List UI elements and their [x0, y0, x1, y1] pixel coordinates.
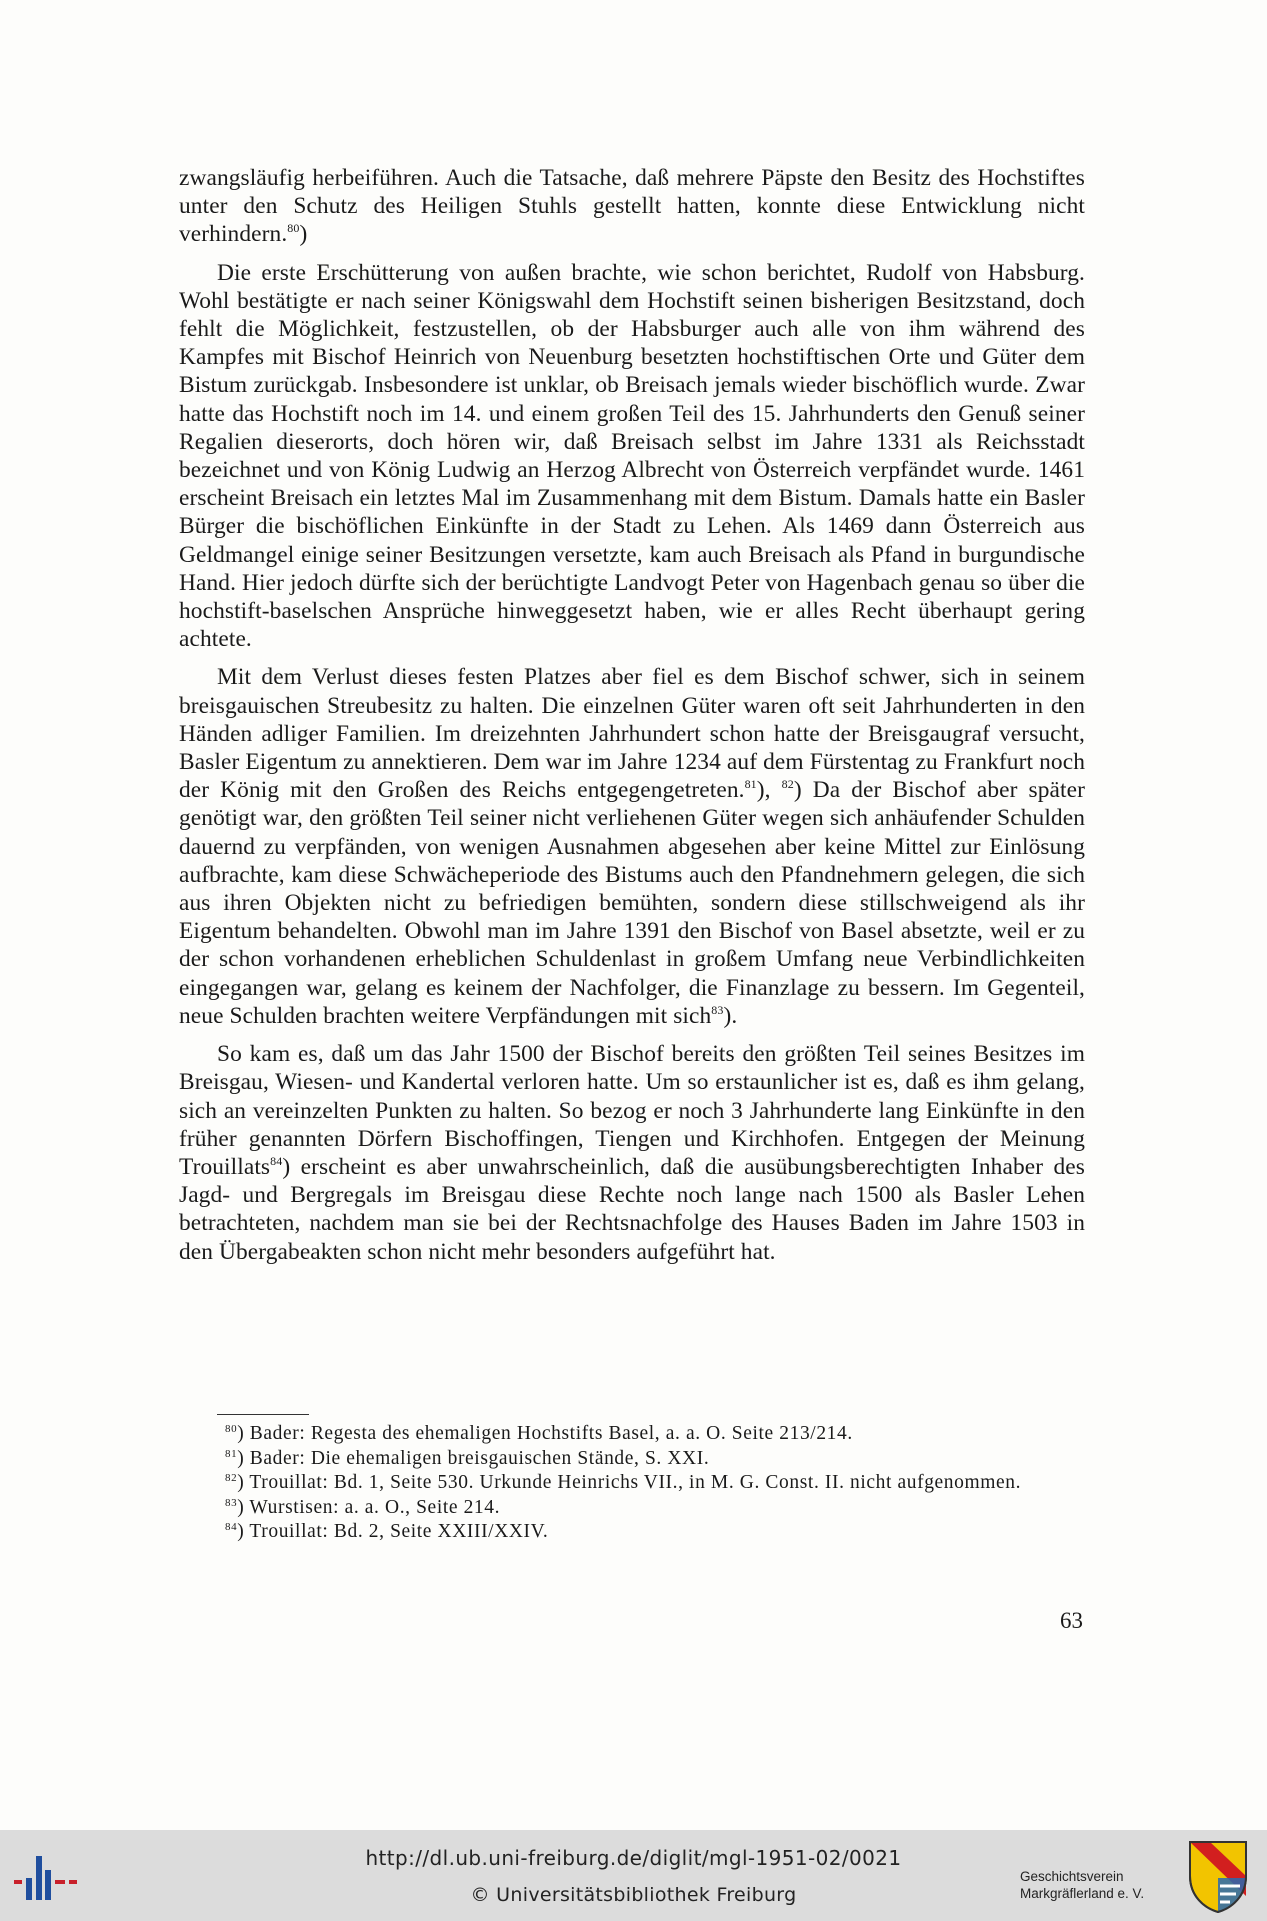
- footnote-ref[interactable]: 83: [711, 1002, 724, 1017]
- paragraph-text: zwangsläufig herbeiführen. Auch die Tatsache, daß mehrere Päpste den Besitz des Hochstiftes unter den Schutz des Heiligen Stuhls gestellt hatten, konnte diese Entwicklung nicht verhindern.: [179, 165, 1085, 248]
- footnote-80: [179, 1422, 1085, 1447]
- footnote-text: ) Wurstisen: a. a. O., Seite 214.: [237, 1496, 501, 1518]
- footnote-83: [179, 1496, 1085, 1521]
- coat-of-arms-icon[interactable]: [1186, 1838, 1250, 1914]
- paragraph-text: ): [299, 221, 308, 248]
- footnote-number: 80: [225, 1423, 238, 1435]
- paragraph-text: ) Da der Bischof aber später genötigt war, den größten Teil seiner nicht verliehenen Güter wegen sich anhäufender Schulden dauernd zu verpfänden, von wenigen Ausnahmen abgesehen aber keine Mittel zur Einlösung aufbrachte, kam diese Schwächeperiode des Bistums auch den Pfandnehmern gelegen, die sich aus ihren Objekten nicht zu befriedigen bemühten, sondern diese stillschweigend als ihr Eigentum behandelten. Obwohl man im Jahre 1391 den Bischof von Basel absetzte, weil er zu der schon vorhandenen erheblichen Schuldenlast in großem Umfang neue Verbindlichkeiten eingegangen war, gelang es keinem der Nachfolger, die Finanzlage zu bessern. Im Gegenteil, neue Schulden brachten weitere Verpfändungen mit sich: [179, 777, 1085, 1029]
- copyright-text: © Universitätsbibliothek Freiburg: [470, 1884, 797, 1906]
- organization-line-2: Markgräflerland e. V.: [1020, 1886, 1145, 1901]
- footnote-text: ) Bader: Die ehemaligen breisgauischen Stände, S. XXI.: [237, 1447, 710, 1469]
- footnote-number: 82: [225, 1472, 238, 1484]
- footnote-ref[interactable]: 81: [744, 777, 757, 792]
- footnote-ref[interactable]: 84: [270, 1153, 283, 1168]
- paragraph-4: [179, 1040, 1085, 1266]
- paragraph-text: ) erscheint es aber unwahrscheinlich, daß die ausübungsberechtigten Inhaber des Jagd- und Bergregals im Breisgau diese Rechte noch lange nach 1500 als Basler Lehen betrachteten, nachdem man sie bei der Rechtsnachfolge des Hauses Baden im Jahre 1503 in den Übergabeakten schon nicht mehr besonders aufgeführt hat.: [179, 1153, 1085, 1265]
- footnote-number: 84: [225, 1521, 238, 1533]
- footnote-divider: [217, 1414, 309, 1415]
- footnote-82: [179, 1471, 1085, 1496]
- paragraph-text: Mit dem Verlust dieses festen Platzes aber fiel es dem Bischof schwer, sich in seinem breisgauischen Streubesitz zu halten. Die einzelnen Güter waren oft seit Jahrhunderten in den Händen adliger Familien. Im dreizehnten Jahrhundert schon hatte der Breisgaugraf versucht, Basler Eigentum zu annektieren. Dem war im Jahre 1234 auf dem Fürstentag zu Frankfurt noch der König mit den Großen des Reichs entgegengetreten.: [179, 664, 1085, 804]
- page-number: 63: [1060, 1608, 1083, 1633]
- paragraph-text: So kam es, daß um das Jahr 1500 der Bischof bereits den größten Teil seines Besitzes im Breisgau, Wiesen- und Kandertal verloren hatte. Um so erstaunlicher ist es, daß es ihm gelang, sich an vereinzelten Punkten zu halten. So bezog er noch 3 Jahrhunderte lang Einkünfte in den früher genannten Dörfern Bischoffingen, Tiengen und Kirchhofen. Entgegen der Meinung Trouillats: [179, 1041, 1085, 1180]
- footnote-81: [179, 1447, 1085, 1472]
- footnote-text: ) Trouillat: Bd. 1, Seite 530. Urkunde Heinrichs VII., in M. G. Const. II. nicht aufgenommen.: [237, 1472, 1022, 1493]
- footnotes: [179, 1422, 1085, 1545]
- footnote-number: 81: [225, 1447, 238, 1460]
- footnote-number: 83: [225, 1496, 238, 1509]
- footnote-ref[interactable]: 82: [781, 777, 794, 792]
- document-url-link[interactable]: http://dl.ub.uni-freiburg.de/diglit/mgl-1951-02/0021: [365, 1846, 902, 1870]
- footnote-84: [179, 1520, 1085, 1545]
- footnote-text: ) Trouillat: Bd. 2, Seite XXIII/XXIV.: [237, 1521, 549, 1542]
- footnote-ref[interactable]: 80: [287, 221, 300, 236]
- paragraph-1: [179, 164, 1085, 249]
- paragraph-2: [179, 259, 1085, 654]
- footnote-text: ) Bader: Regesta des ehemaligen Hochstifts Basel, a. a. O. Seite 213/214.: [237, 1423, 853, 1444]
- paragraph-text: Die erste Erschütterung von außen brachte, wie schon berichtet, Rudolf von Habsburg. Wohl bestätigte er nach seiner Königswahl dem Hochstift seinen bisherigen Besitzstand, doch fehlt die Möglichkeit, festzustellen, ob der Habsburger auch alle von ihm während des Kampfes mit Bischof Heinrich von Neuenburg besetzten hochstiftischen Orte und Güter dem Bistum zurückgab. Insbesondere ist unklar, ob Breisach jemals wieder bischöflich wurde. Zwar hatte das Hochstift noch im 14. und einem großen Teil des 15. Jahrhunderts den Genuß seiner Regalien dieserorts, doch hören wir, daß Breisach selbst im Jahre 1331 als Reichsstadt bezeichnet und von König Ludwig an Herzog Albrecht von Österreich verpfändet wurde. 1461 erscheint Breisach ein letztes Mal im Zusammenhang mit dem Bistum. Damals hatte ein Basler Bürger die bischöflichen Einkünfte in der Stadt zu Lehen. Als 1469 dann Österreich aus Geldmangel einige seiner Besitzungen versetzte, kam auch Breisach als Pfand in burgundische Hand. Hier jedoch dürfte sich der berüchtigte Landvogt Peter von Hagenbach genau so über die hochstift-baselschen Ansprüche hinweggesetzt haben, wie er alles Recht überhaupt gering achtete.: [179, 259, 1085, 653]
- paragraph-text: ),: [756, 777, 782, 804]
- viewer-footer: [0, 1830, 1267, 1921]
- paragraph-3: [179, 663, 1085, 1030]
- body-text: [179, 164, 1085, 1276]
- organization-name: [1020, 1868, 1144, 1902]
- paragraph-text: ).: [723, 1002, 738, 1029]
- organization-line-1: Geschichtsverein: [1020, 1869, 1124, 1884]
